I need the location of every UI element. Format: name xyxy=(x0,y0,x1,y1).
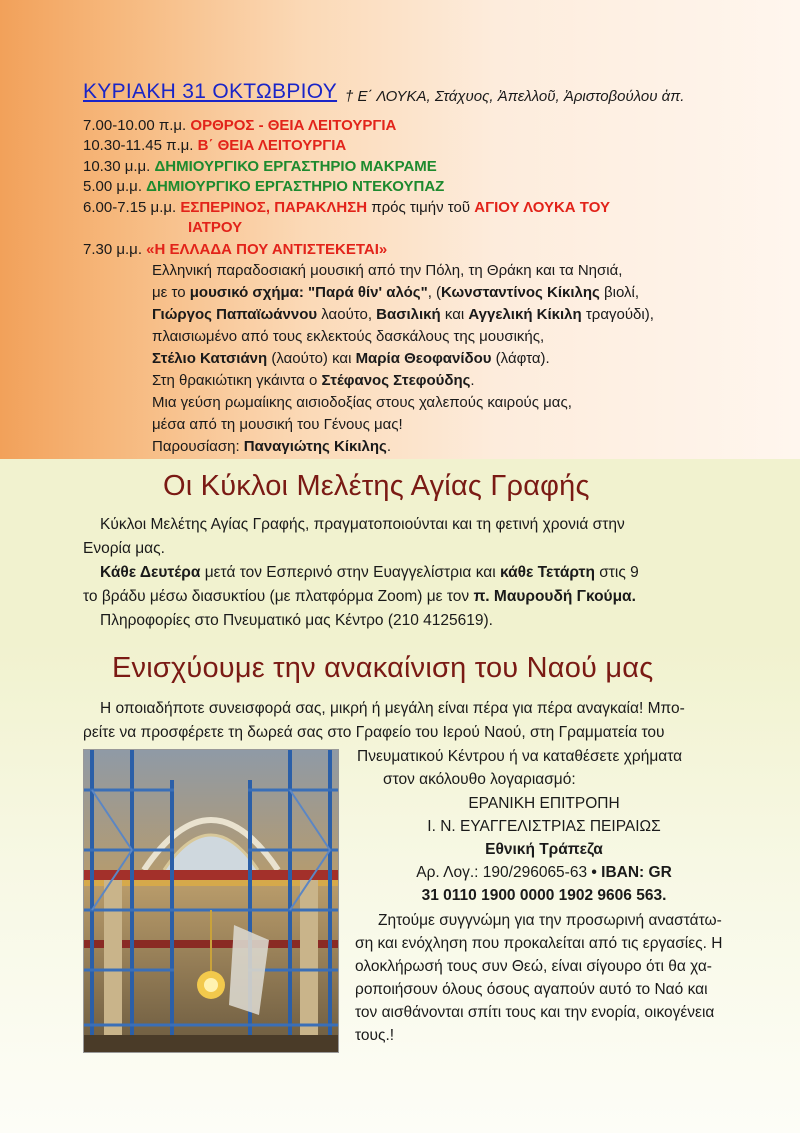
schedule-item xyxy=(83,177,444,196)
concert-line: πλαισιωμένο από τους εκλεκτούς δασκάλους της μουσικής, xyxy=(152,328,545,345)
concert-line: Ελληνική παραδοσιακή μουσική από την Πόλη, τη Θράκη και τα Νησιά, xyxy=(152,262,623,279)
apology-line: τους.! xyxy=(355,1027,395,1044)
schedule-event: ΔΗΜΙΟΥΡΓΙΚΟ ΕΡΓΑΣΤΗΡΙΟ ΝΤΕΚΟΥΠΑΖ xyxy=(146,178,445,195)
iban-number: 31 0110 1900 0000 1902 9606 563. xyxy=(421,887,667,904)
concert-text: Παρουσίαση: xyxy=(152,438,244,455)
concert-line: μέσα από τη μουσική του Γένους μας! xyxy=(152,416,403,433)
schedule-time: 10.30 μ.μ. xyxy=(83,158,151,175)
renovation-paragraph: Πνευματικού Κέντρου ή να καταθέσετε χρήματα xyxy=(357,748,683,765)
bible-text: το βράδυ μέσω διασυκτίου (με πλατφόρμα Zoom) με τον xyxy=(83,588,474,605)
concert-line xyxy=(152,284,639,301)
renovation-paragraph: Η οποιαδήποτε συνεισφορά σας, μικρή ή μεγάλη είναι πέρα για πέρα αναγκαία! Μπο- xyxy=(100,700,685,717)
bible-text: στις 9 xyxy=(594,564,639,581)
bible-paragraph xyxy=(100,564,639,582)
church-scaffolding-photo xyxy=(83,749,339,1053)
apology-line: ολοκλήρωσή τους συν Θεώ, είναι σίγουρο ότι θα χα- xyxy=(355,958,712,975)
schedule-time: 6.00-7.15 μ.μ. xyxy=(83,199,177,216)
musician-name: Μαρία Θεοφανίδου xyxy=(355,350,492,367)
bible-paragraph xyxy=(83,588,636,606)
schedule-event: ΔΗΜΙΟΥΡΓΙΚΟ ΕΡΓΑΣΤΗΡΙΟ ΜΑΚΡΑΜΕ xyxy=(154,158,437,175)
apology-line: ροποιήσουν όλους όσους αγαπούν αυτό το Ναό και xyxy=(355,981,708,998)
presenter-name: Παναγιώτης Κίκιλης xyxy=(243,438,387,455)
concert-text: , ( xyxy=(427,284,442,301)
bible-text: μετά τον Εσπερινό στην Ευαγγελίστρια και xyxy=(200,564,500,581)
schedule-event-saint: ΑΓΙΟΥ ΛΟΥΚΑ ΤΟΥ xyxy=(474,199,610,216)
concert-text: βιολί, xyxy=(599,284,640,301)
schedule-event: Β΄ ΘΕΙΑ ΛΕΙΤΟΥΡΓΙΑ xyxy=(197,137,347,154)
schedule-item xyxy=(83,136,346,155)
bible-day: κάθε Τετάρτη xyxy=(499,564,595,581)
musician-name: Αγγελική Κίκιλη xyxy=(468,306,582,323)
concert-line xyxy=(152,438,391,455)
bank-account xyxy=(355,864,733,882)
concert-line xyxy=(152,350,550,367)
bank-committee: ΕΡΑΝΙΚΗ ΕΠΙΤΡΟΠΗ xyxy=(468,795,620,812)
bible-study-title: Οι Κύκλοι Μελέτης Αγίας Γραφής xyxy=(163,470,590,502)
concert-text: (λαούτο) και xyxy=(267,350,356,367)
concert-text: τραγούδι), xyxy=(581,306,654,323)
musician-name: Γιώργος Παπαϊωάννου xyxy=(152,306,318,323)
schedule-item xyxy=(83,198,610,217)
bank-church-name: Ι. Ν. ΕΥΑΓΓΕΛΙΣΤΡΙΑΣ ΠΕΙΡΑΙΩΣ xyxy=(427,818,661,835)
bank-name: Εθνική Τράπεζα xyxy=(485,841,603,858)
musician-name: Βασιλική xyxy=(376,306,441,323)
apology-line: Ζητούμε συγγνώμη για την προσωρινή αναστάτω- xyxy=(378,912,722,929)
schedule-event-saint-cont: ΙΑΤΡΟΥ xyxy=(188,219,243,236)
musician-name: Κωνσταντίνος Κίκιλης xyxy=(441,284,600,301)
concert-text: με το xyxy=(152,284,190,301)
schedule-item xyxy=(83,116,396,135)
bullet-separator: • xyxy=(591,864,597,881)
concert-text: Στη θρακιώτικη γκάιντα ο xyxy=(152,372,322,389)
musician-name: Στέφανος Στεφούδης xyxy=(321,372,471,389)
iban-label: IBAN: GR xyxy=(601,864,672,881)
schedule-event: ΟΡΘΡΟΣ - ΘΕΙΑ ΛΕΙΤΟΥΡΓΙΑ xyxy=(190,117,397,134)
scaffolding-illustration xyxy=(84,750,338,1052)
schedule-item xyxy=(83,240,387,259)
ensemble-name: μουσικό σχήμα: "Παρά θίν' αλός" xyxy=(189,284,428,301)
schedule-event-connector: πρός τιμήν τοῦ xyxy=(371,199,471,216)
schedule-item xyxy=(83,157,437,176)
bible-info: Πληροφορίες στο Πνευματικό μας Κέντρο (210 4125619). xyxy=(100,612,493,629)
bible-day: Κάθε Δευτέρα xyxy=(100,564,201,581)
concert-text: λαούτο, xyxy=(317,306,377,323)
schedule-event: ΕΣΠΕΡΙΝΟΣ, ΠΑΡΑΚΛΗΣΗ xyxy=(180,199,368,216)
concert-text: . xyxy=(386,438,391,455)
saint-of-day: † Ε΄ ΛΟΥΚΑ, Στάχυος, Ἀπελλοῦ, Ἀριστοβούλου ἀπ. xyxy=(345,88,685,105)
apology-line: τον αισθάνονται σπίτι τους και την ενορία, οικογένεια xyxy=(355,1004,715,1021)
renovation-paragraph: ρείτε να προσφέρετε τη δωρεά σας στο Γραφείο του Ιερού Ναού, στη Γραμματεία του xyxy=(83,724,665,741)
bible-paragraph: Ενορία μας. xyxy=(83,540,165,557)
schedule-time: 7.00-10.00 π.μ. xyxy=(83,117,187,134)
top-section-background xyxy=(0,0,800,459)
account-number: Αρ. Λογ.: 190/296065-63 xyxy=(416,864,588,881)
concert-text: (λάφτα). xyxy=(491,350,550,367)
priest-name: π. Μαυρουδή Γκούμα. xyxy=(473,588,636,605)
apology-line: ση και ενόχληση που προκαλείται από τις εργασίες. Η xyxy=(355,935,723,952)
schedule-event: «Η ΕΛΛΑΔΑ ΠΟΥ ΑΝΤΙΣΤΕΚΕΤΑΙ» xyxy=(146,241,388,258)
schedule-time: 5.00 μ.μ. xyxy=(83,178,142,195)
concert-line: Μια γεύση ρωμαίικης αισιοδοξίας στους χαλεπούς καιρούς μας, xyxy=(152,394,572,411)
schedule-time: 10.30-11.45 π.μ. xyxy=(83,137,194,154)
concert-line xyxy=(152,306,654,323)
schedule-time: 7.30 μ.μ. xyxy=(83,241,142,258)
concert-text: . xyxy=(470,372,475,389)
renovation-title: Ενισχύουμε την ανακαίνιση του Ναού μας xyxy=(112,652,654,684)
concert-line xyxy=(152,372,475,389)
bible-paragraph: Κύκλοι Μελέτης Αγίας Γραφής, πραγματοποιούνται και τη φετινή χρονιά στην xyxy=(100,516,625,533)
musician-name: Στέλιο Κατσιάνη xyxy=(152,350,268,367)
renovation-paragraph: στον ακόλουθο λογαριασμό: xyxy=(383,771,576,788)
concert-text: και xyxy=(440,306,469,323)
sunday-date: ΚΥΡΙΑΚΗ 31 ΟΚΤΩΒΡΙΟΥ xyxy=(83,80,338,103)
